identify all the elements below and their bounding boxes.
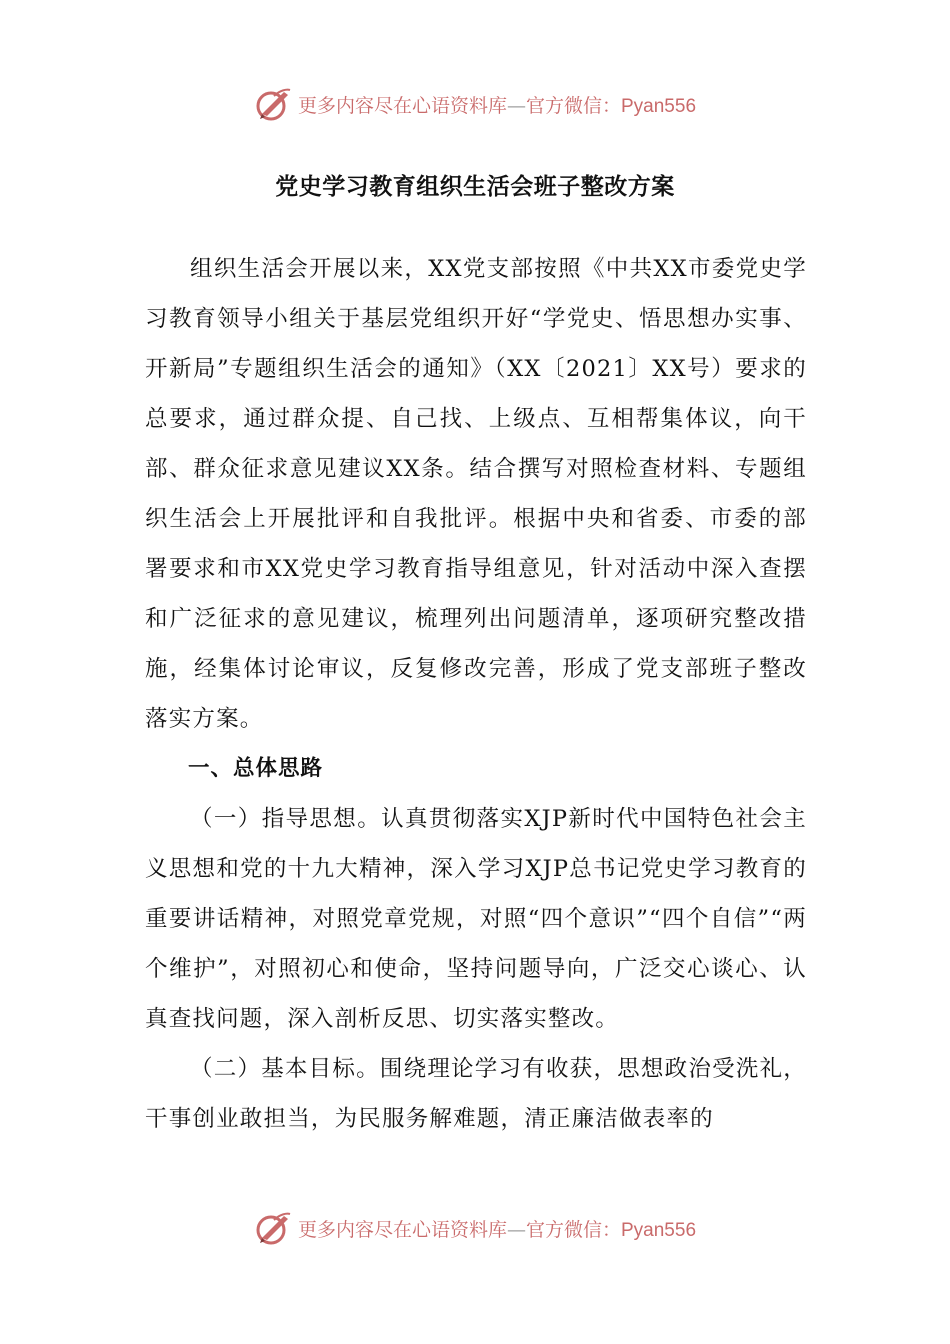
footer-watermark-banner <box>0 1206 950 1250</box>
intro-paragraph: 组织生活会开展以来，XX党支部按照《中共XX市委党史学习教育领导小组关于基层党组织开好“学党史、悟思想办实事、开新局”专题组织生活会的通知》（XX〔2021〕XX号）要求的总要求，通过群众提、自己找、上级点、互相帮集体议，向干部、群众征求意见建议XX条。结合撰写对照检查材料、专题组织生活会上开展批评和自我批评。根据中央和省委、市委的部署要求和市XX党史学习教育指导组意见，针对活动中深入查摆和广泛征求的意见建议，梳理列出问题清单，逐项研究整改措施，经集体讨论审议，反复修改完善，形成了党支部班子整改落实方案。 <box>145 256 807 732</box>
banner-text: 更多内容尽在心语资料库—官方微信：Pyan556 <box>297 94 697 117</box>
section-heading-overall-approach: 一、总体思路 <box>188 756 324 781</box>
document-title: 党史学习教育组织生活会班子整改方案 <box>275 174 675 200</box>
pen-circle-logo-icon <box>254 84 294 124</box>
banner-text: 更多内容尽在心语资料库—官方微信：Pyan556 <box>297 1218 697 1241</box>
header-watermark-banner <box>0 82 950 126</box>
basic-goal-paragraph: （二）基本目标。围绕理论学习有收获，思想政治受洗礼，干事创业敢担当，为民服务解难题，清正廉洁做表率的 <box>145 1056 807 1132</box>
pen-circle-logo-icon <box>254 1208 294 1248</box>
document-body <box>145 244 807 1144</box>
guiding-ideology-paragraph: （一）指导思想。认真贯彻落实XJP新时代中国特色社会主义思想和党的十九大精神，深入学习XJP总书记党史学习教育的重要讲话精神，对照党章党规，对照“四个意识”“四个自信”“两个维护”，对照初心和使命，坚持问题导向，广泛交心谈心、认真查找问题，深入剖析反思、切实落实整改。 <box>145 806 807 1032</box>
